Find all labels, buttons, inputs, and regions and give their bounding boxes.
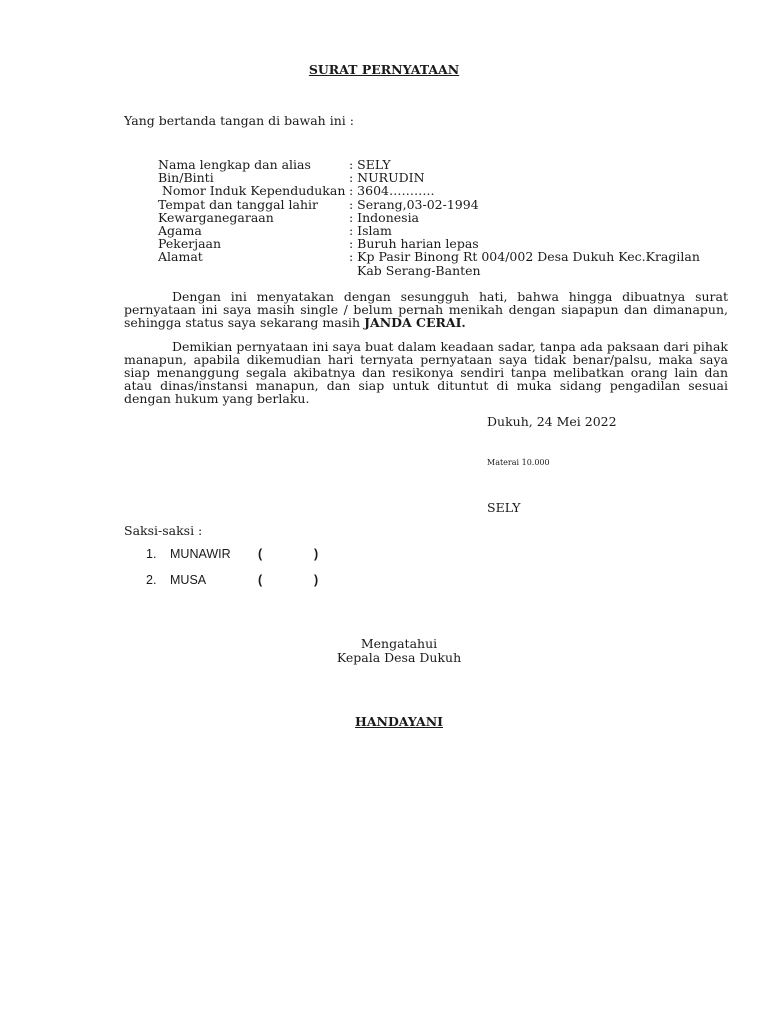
statement-text: Dengan ini menyatakan dengan sesungguh hati, bahwa hingga dibuatnya surat pernyataan ini saya masih single / belum pernah menikah dengan siapapun dan dimanapun, sehingga status saya sekarang masih xyxy=(124,289,728,330)
signature-open-paren: ( xyxy=(258,573,263,587)
address-continuation: Kab Serang-Banten xyxy=(357,262,481,278)
document-title: SURAT PERNYATAAN xyxy=(308,62,460,77)
identity-fields xyxy=(158,158,700,277)
field-label: Tempat dan tanggal lahir xyxy=(158,196,318,212)
acknowledge-text: Mengatahui xyxy=(360,636,438,651)
field-label: Nama lengkap dan alias xyxy=(158,157,311,172)
field-row-nik xyxy=(158,184,700,197)
field-label: Bin/Binti xyxy=(158,170,214,186)
field-row-nationality xyxy=(158,211,700,224)
signature-close-paren: ) xyxy=(314,547,319,561)
witnesses-title: Saksi-saksi : xyxy=(124,523,203,538)
stamp-duty-note: Materai 10.000 xyxy=(487,458,550,467)
statement-paragraph xyxy=(124,290,728,329)
declaration-paragraph: Demikian pernyataan ini saya buat dalam keadaan sadar, tanpa ada paksaan dari pihak manapun, apabila dikemudian hari ternyata pernyataan saya tidak benar/palsu, maka saya siap menanggung segala akibatnya dan resikonya sendiri tanpa melibatkan orang lain dan atau dinas/instansi manapun, dan siap untuk dituntut di muka sidang pengadilan sesuai dengan hukum yang berlaku. xyxy=(124,339,728,406)
field-value: : NURUDIN xyxy=(349,170,425,186)
witness-number: 1. xyxy=(146,547,157,561)
field-label: Agama xyxy=(158,222,202,238)
official-name: HANDAYANI xyxy=(355,714,443,729)
witness-row xyxy=(146,547,318,561)
intro-text: Yang bertanda tangan di bawah ini : xyxy=(124,113,354,128)
field-value: : Islam xyxy=(349,222,392,238)
field-row-birth xyxy=(158,198,700,211)
field-value: : Buruh harian lepas xyxy=(349,236,479,252)
field-label: Pekerjaan xyxy=(158,236,222,252)
field-row-name xyxy=(158,158,700,171)
signature-open-paren: ( xyxy=(258,547,263,561)
witness-number: 2. xyxy=(146,573,157,587)
field-value: : Kp Pasir Binong Rt 004/002 Desa Dukuh Kec.Kragilan xyxy=(349,249,700,265)
letter-date: Dukuh, 24 Mei 2022 xyxy=(487,414,617,429)
field-value: : Indonesia xyxy=(349,209,420,225)
field-label: Kewarganegaraan xyxy=(158,209,274,225)
signature-close-paren: ) xyxy=(314,573,319,587)
witness-row xyxy=(146,573,318,587)
field-value: : Serang,03-02-1994 xyxy=(349,196,479,212)
field-row-address-cont xyxy=(158,264,700,277)
witness-name: MUSA xyxy=(170,573,207,587)
field-value: : SELY xyxy=(349,157,391,172)
status-emphasis: JANDA CERAI. xyxy=(364,315,466,330)
field-value: : 3604……….. xyxy=(349,183,435,199)
witness-name: MUNAWIR xyxy=(170,547,231,561)
signer-name: SELY xyxy=(487,500,521,515)
field-label: Nomor Induk Kependudukan xyxy=(158,183,346,199)
village-head-title: Kepala Desa Dukuh xyxy=(336,650,462,665)
field-label: Alamat xyxy=(158,249,203,265)
official-name-wrap xyxy=(0,714,768,729)
field-row-address xyxy=(158,250,700,263)
